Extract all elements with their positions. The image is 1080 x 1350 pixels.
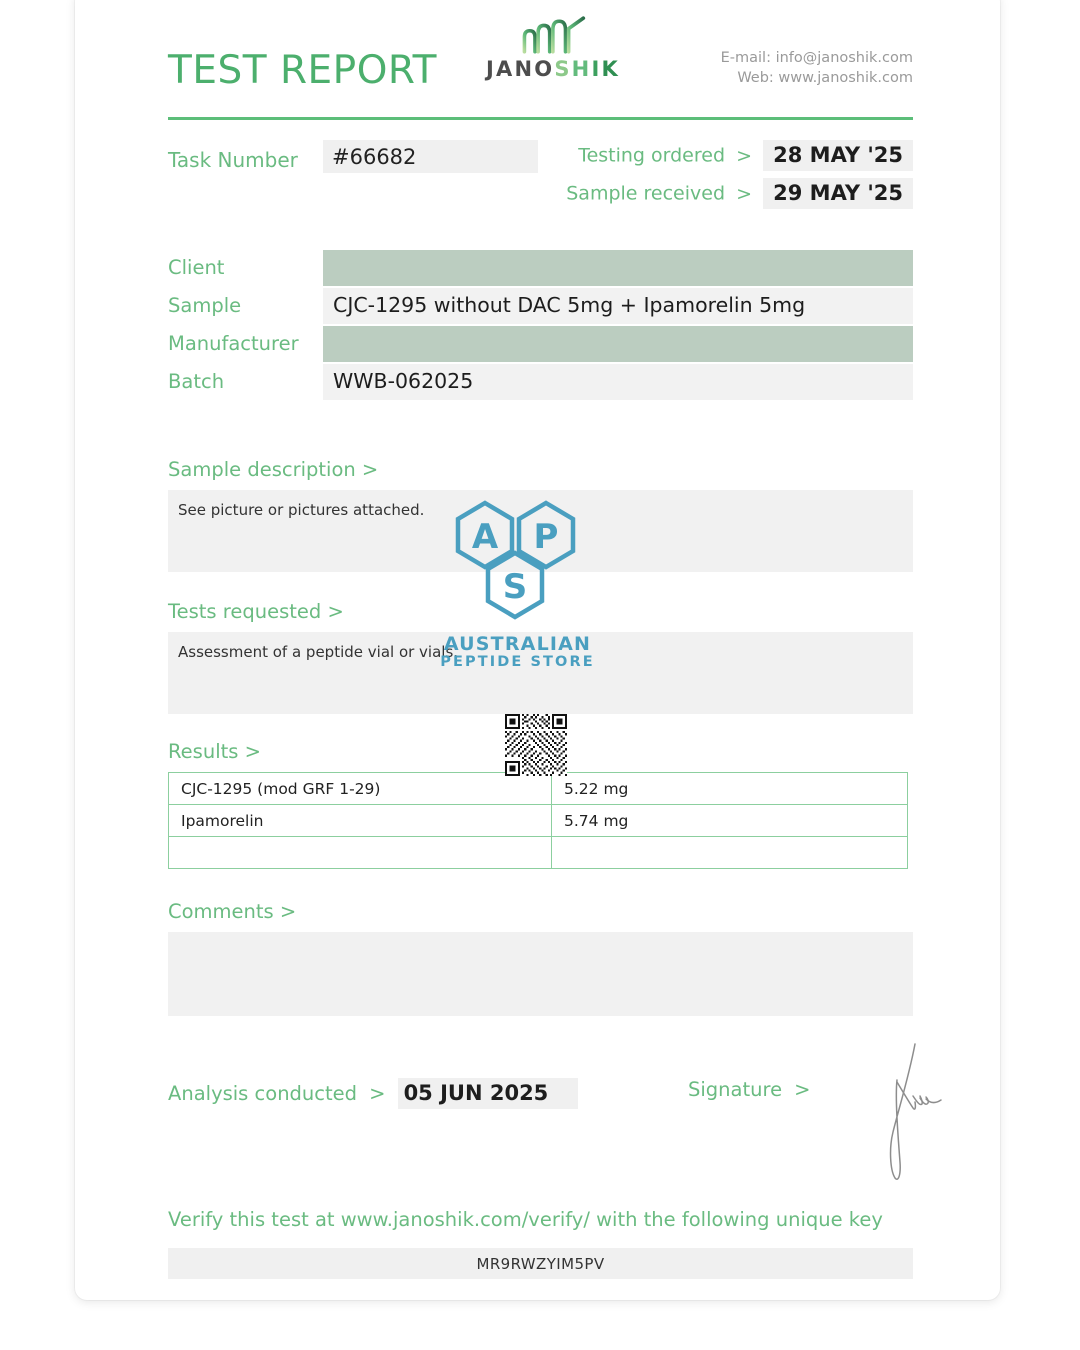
testing-ordered-label: Testing ordered	[578, 144, 726, 167]
arrow-icon: >	[369, 1082, 386, 1105]
testing-ordered-row	[578, 140, 913, 170]
sample-value: CJC-1295 without DAC 5mg + Ipamorelin 5mg	[323, 288, 913, 324]
results-heading: Results >	[168, 740, 261, 763]
table-row	[169, 773, 908, 805]
header-divider	[168, 117, 913, 120]
analysis-conducted-label: Analysis conducted	[168, 1082, 358, 1105]
info-row	[168, 250, 913, 288]
info-row	[168, 364, 913, 402]
janoshik-wordmark: JANOSHIK	[486, 57, 620, 81]
verify-instructions: Verify this test at www.janoshik.com/verify/ with the following unique key	[168, 1208, 883, 1231]
task-number-value: #66682	[323, 140, 538, 173]
comments-heading: Comments >	[168, 900, 297, 923]
qr-code	[505, 714, 567, 776]
analysis-conducted-row	[168, 1078, 578, 1109]
sample-description-section	[168, 458, 913, 572]
result-analyte: CJC-1295 (mod GRF 1-29)	[169, 773, 552, 805]
tests-requested-heading: Tests requested >	[168, 600, 344, 623]
janoshik-logo	[473, 16, 633, 81]
janoshik-chart-mark	[516, 16, 590, 56]
report-page	[75, 0, 1000, 1300]
web-line: Web: www.janoshik.com	[737, 70, 913, 86]
client-label: Client	[168, 256, 225, 279]
results-table	[168, 772, 908, 869]
hex-letter-s: S	[502, 567, 527, 607]
sample-received-label: Sample received	[566, 182, 726, 205]
analysis-conducted-value: 05 JUN 2025	[398, 1078, 579, 1109]
client-value-redacted	[323, 250, 913, 286]
info-row	[168, 288, 913, 326]
manufacturer-value-redacted	[323, 326, 913, 362]
arrow-icon: >	[794, 1078, 811, 1101]
report-header	[168, 0, 913, 110]
table-row	[169, 805, 908, 837]
comments-body	[168, 932, 913, 1016]
hex-letter-p: P	[533, 517, 558, 557]
comments-section	[168, 900, 913, 1016]
sample-received-value: 29 MAY '25	[763, 178, 913, 209]
result-analyte	[169, 837, 552, 869]
watermark-line-1: AUSTRALIAN	[443, 633, 592, 655]
email-line: E-mail: info@janoshik.com	[720, 50, 913, 66]
page-title: TEST REPORT	[168, 48, 437, 93]
watermark-line-2: PEPTIDE STORE	[440, 654, 595, 670]
info-row	[168, 326, 913, 364]
batch-value: WWB-062025	[323, 364, 913, 400]
sample-received-row	[566, 178, 913, 208]
sample-description-heading: Sample description >	[168, 458, 379, 481]
result-analyte: Ipamorelin	[169, 805, 552, 837]
contact-details	[721, 48, 913, 88]
tests-requested-body: Assessment of a peptide vial or vials.	[168, 632, 913, 714]
sample-description-body: See picture or pictures attached.	[168, 490, 913, 572]
signature-mark	[873, 1036, 963, 1186]
testing-ordered-value: 28 MAY '25	[763, 140, 913, 171]
batch-label: Batch	[168, 370, 225, 393]
arrow-icon: >	[736, 144, 753, 167]
sample-info-section	[168, 250, 913, 402]
task-section	[168, 140, 913, 210]
result-amount	[552, 837, 908, 869]
tests-requested-section	[168, 600, 913, 714]
arrow-icon: >	[736, 182, 753, 205]
result-amount: 5.74 mg	[552, 805, 908, 837]
result-amount: 5.22 mg	[552, 773, 908, 805]
signature-label: Signature	[688, 1078, 783, 1101]
sample-label: Sample	[168, 294, 242, 317]
hex-letter-a: A	[471, 517, 498, 557]
task-number-label: Task Number	[168, 148, 298, 172]
unique-key-value: MR9RWZYIM5PV	[168, 1248, 913, 1279]
table-row	[169, 837, 908, 869]
manufacturer-label: Manufacturer	[168, 332, 299, 355]
signature-row	[688, 1078, 811, 1101]
results-section	[168, 740, 913, 869]
